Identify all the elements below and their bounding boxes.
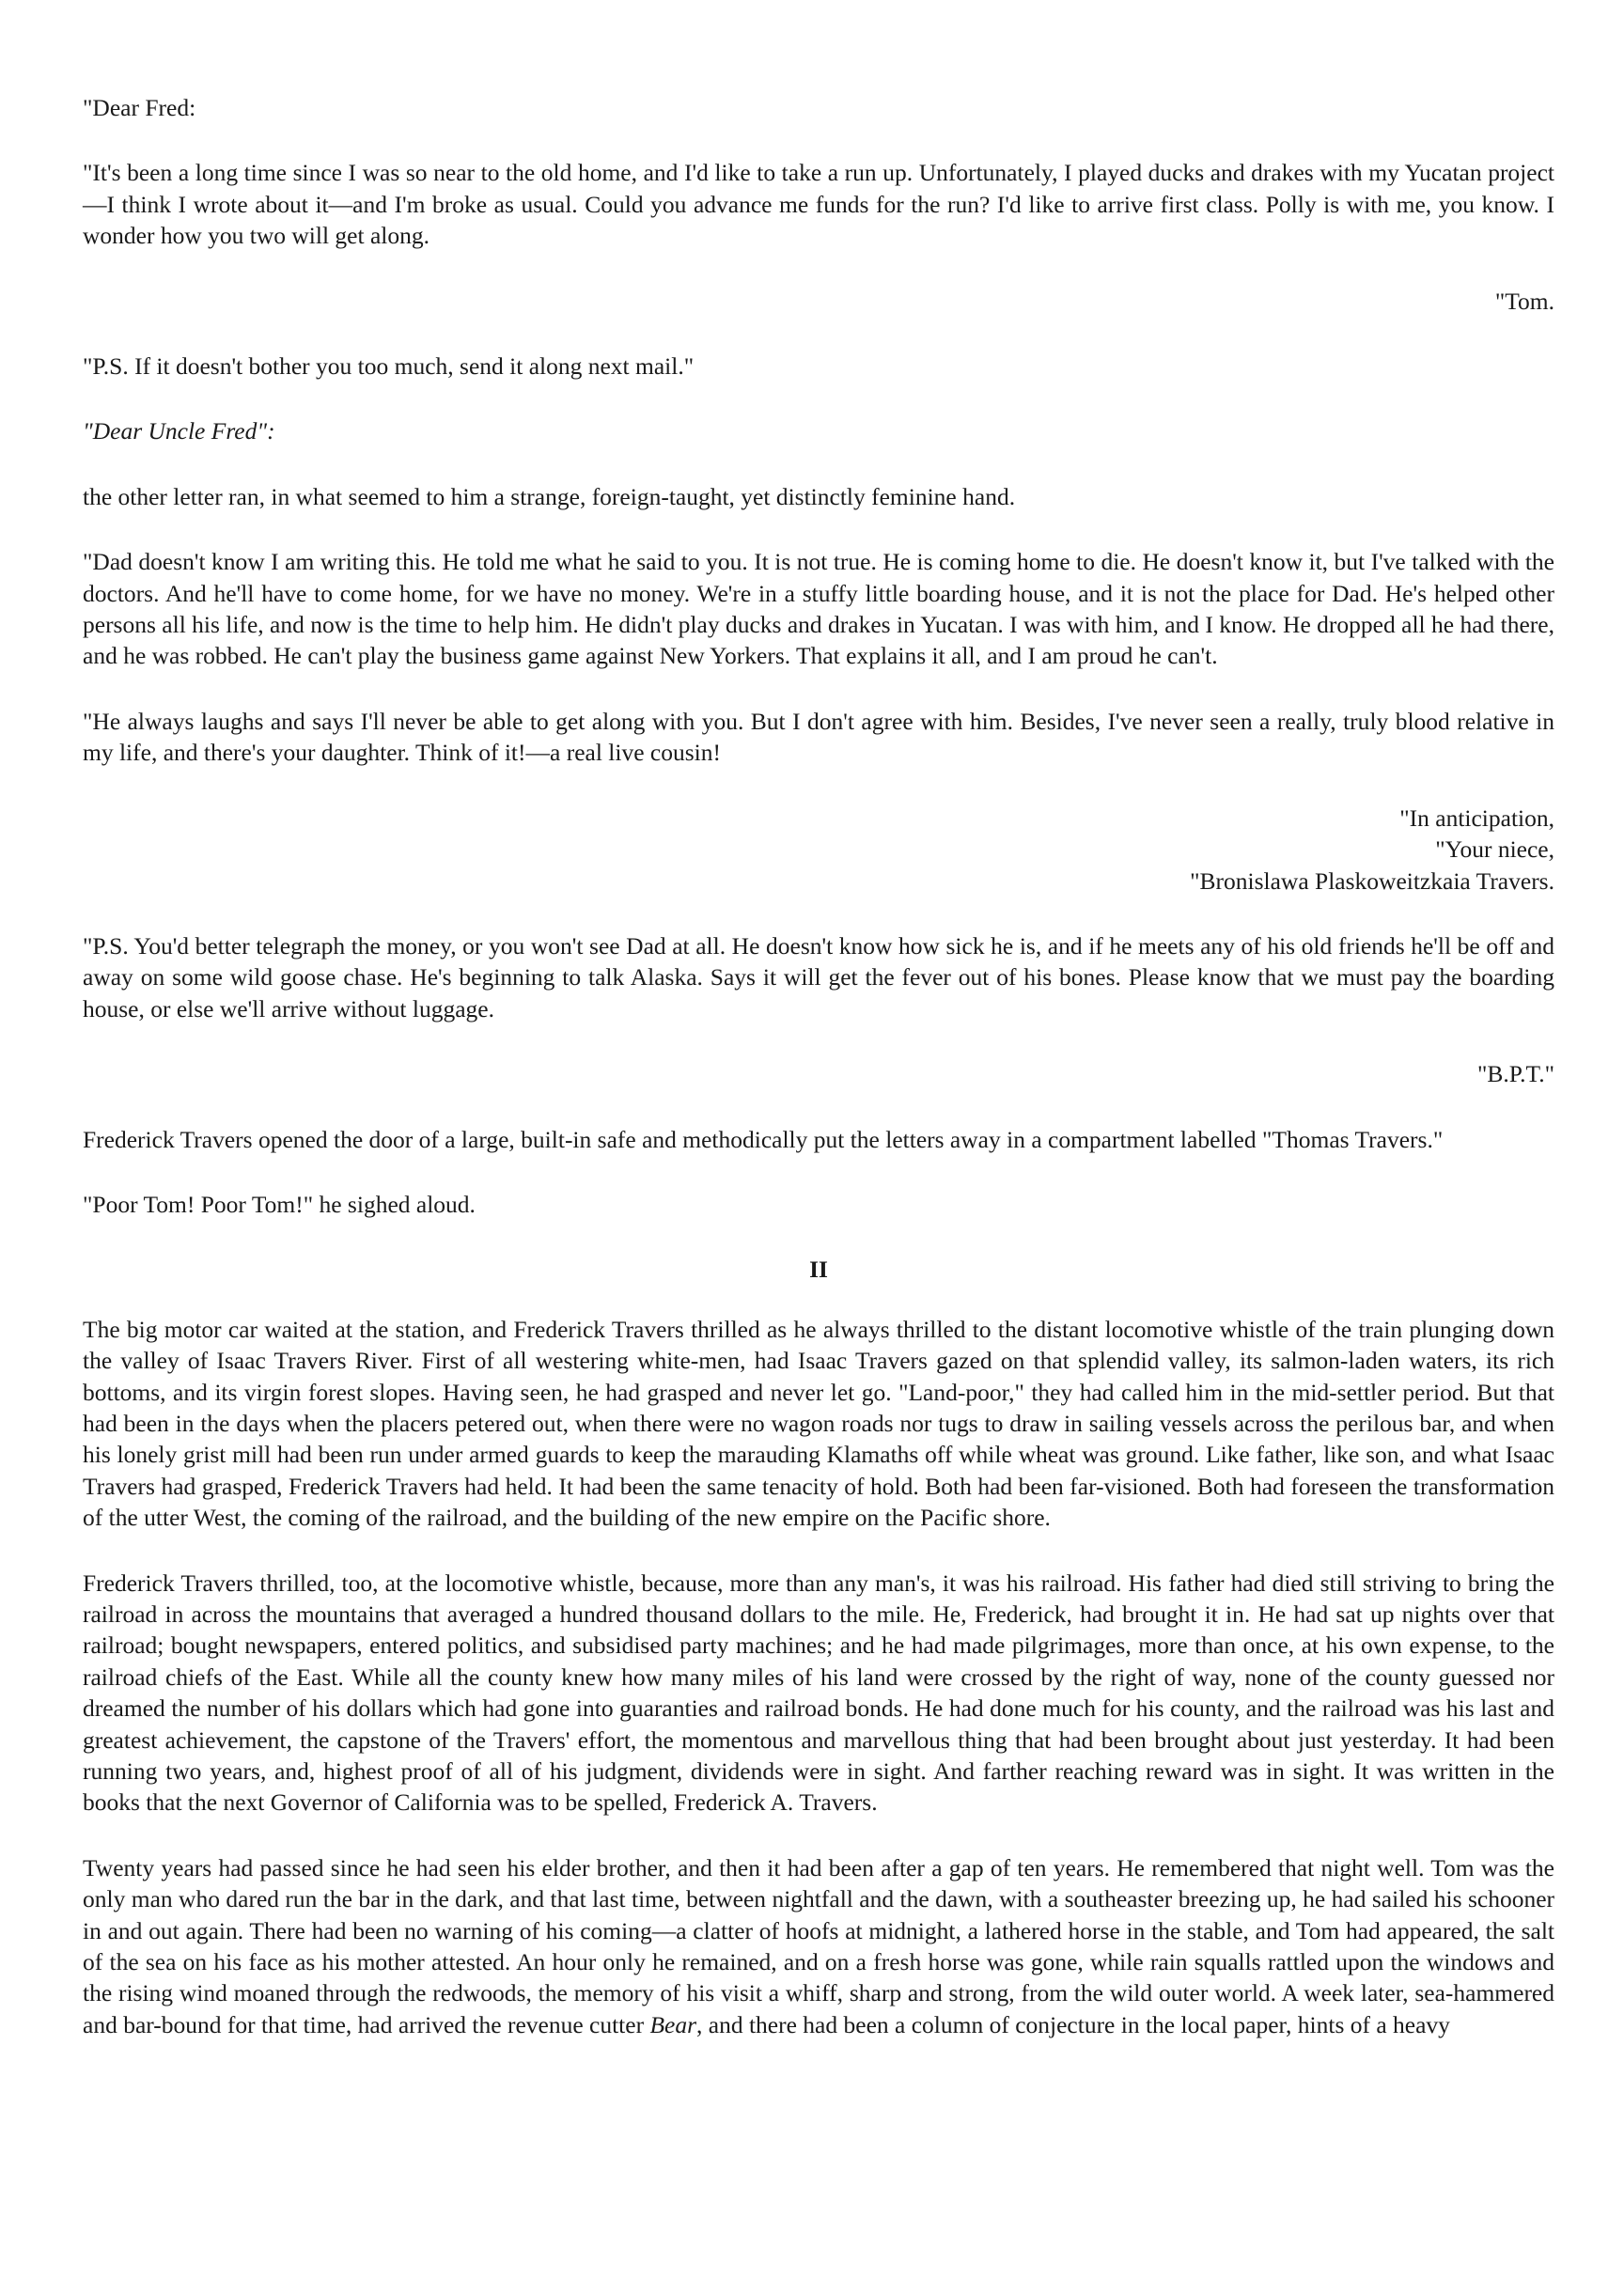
section-paragraph-3 <box>83 1852 1554 2040</box>
document-page <box>83 92 1554 2040</box>
closing-line-2: "Your niece, <box>1435 835 1554 864</box>
niece-letter-salutation: "Dear Uncle Fred": <box>83 417 275 445</box>
niece-letter-closing <box>83 803 1554 897</box>
niece-letter-postscript: "P.S. You'd better telegraph the money, or you won't see Dad at all. He doesn't know how sick he is, and if he meets any of his old friends he'll be off and away on some wild goose chase. He's beginning to talk Alaska. Says it will get the fever out of his bones. Please know that we must pay the boarding house, or else we'll arrive without luggage. <box>83 931 1554 1023</box>
ship-name: Bear <box>649 2010 697 2038</box>
closing-line-3: "Bronislawa Plaskoweitzkaia Travers. <box>1190 866 1554 895</box>
tom-letter-salutation: "Dear Fred: <box>83 94 196 121</box>
sigh-paragraph: "Poor Tom! Poor Tom!" he sighed aloud. <box>83 1190 476 1218</box>
safe-paragraph: Frederick Travers opened the door of a large, built-in safe and methodically put the letters away in a compartment labelled "Thomas Travers." <box>83 1125 1444 1153</box>
section-heading: II <box>809 1256 828 1284</box>
tom-letter-body: "It's been a long time since I was so near to the old home, and I'd like to take a run up. Unfortunately, I played ducks and drakes with my Yucatan project—I think I wrote about it—and I'm broke as usual. Could you advance me funds for the run? I'd like to arrive first class. Polly is with me, you know. I wonder how you two will get along. <box>83 159 1554 250</box>
closing-line-1: "In anticipation, <box>1399 804 1554 832</box>
paragraph-3-text-before: Twenty years had passed since he had seen his elder brother, and then it had been after a gap of ten years. He remembered that night well. Tom was the only man who dared run the bar in the dark, and that last time, between nightfall and the dawn, with a southeaster breezing up, he had sailed his schooner in and out again. There had been no warning of his coming—a clatter of hoofs at midnight, a lathered horse in the stable, and Tom had appeared, the salt of the sea on his face as his mother attested. An hour only he remained, and on a fresh horse was gone, while rain squalls rattled upon the windows and the rising wind moaned through the redwoods, the memory of his visit a whiff, sharp and strong, from the wild outer world. A week later, sea-hammered and bar-bound for that time, had arrived the revenue cutter <box>83 1853 1554 2038</box>
tom-letter-postscript: "P.S. If it doesn't bother you too much, send it along next mail." <box>83 352 695 381</box>
niece-letter-intro: the other letter ran, in what seemed to him a strange, foreign-taught, yet distinctly feminine hand. <box>83 482 1016 510</box>
niece-letter-body-2: "He always laughs and says I'll never be able to get along with you. But I don't agree with him. Besides, I've never seen a really, truly blood relative in my life, and there's your daughter. Think of it!—a real live cousin! <box>83 707 1554 767</box>
tom-letter-signature: "Tom. <box>1494 287 1554 315</box>
section-paragraph-1: The big motor car waited at the station, and Frederick Travers thrilled as he always thrilled to the distant locomotive whistle of the train plunging down the valley of Isaac Travers River. First of all westering white-men, had Isaac Travers gazed on that splendid valley, its salmon-laden waters, its rich bottoms, and its virgin forest slopes. Having seen, he had grasped and never let go. "Land-poor," they had called him in the mid-settler period. But that had been in the days when the placers petered out, when there were no wagon roads nor tugs to draw in sailing vessels across the perilous bar, and when his lonely grist mill had been run under armed guards to keep the marauding Klamaths off while wheat was ground. Like father, like son, and what Isaac Travers had grasped, Frederick Travers had held. It had been the same tenacity of hold. Both had been far-visioned. Both had foreseen the transformation of the utter West, the coming of the railroad, and the building of the new empire on the Pacific shore. <box>83 1315 1554 1532</box>
section-paragraph-2: Frederick Travers thrilled, too, at the locomotive whistle, because, more than any man's, it was his railroad. His father had died still striving to bring the railroad in across the mountains that averaged a hundred thousand dollars to the mile. He, Frederick, had brought it in. He had sat up nights over that railroad; bought newspapers, entered politics, and subsidised party machines; and he had made pilgrimages, more than once, at his own expense, to the railroad chiefs of the East. While all the county knew how many miles of his land were crossed by the right of way, none of the county guessed nor dreamed the number of his dollars which had gone into guaranties and railroad bonds. He had done much for his county, and the railroad was his last and greatest achievement, the capstone of the Travers' effort, the momentous and marvellous thing that had been brought about just yesterday. It had been running two years, and, highest proof of all of his judgment, dividends were in sight. And farther reaching reward was in sight. It was written in the books that the next Governor of California was to be spelled, Frederick A. Travers. <box>83 1569 1554 1817</box>
paragraph-3-text-after: , and there had been a column of conjecture in the local paper, hints of a heavy <box>696 2010 1450 2038</box>
niece-letter-initials: "B.P.T." <box>1477 1060 1554 1088</box>
niece-letter-body-1: "Dad doesn't know I am writing this. He told me what he said to you. It is not true. He is coming home to die. He doesn't know it, but I've talked with the doctors. And he'll have to come home, for we have no money. We're in a stuffy little boarding house, and it is not the place for Dad. He's helped other persons all his life, and now is the time to help him. He didn't play ducks and drakes in Yucatan. I was with him, and I know. He dropped all he had there, and he was robbed. He can't play the business game against New Yorkers. That explains it all, and I am proud he can't. <box>83 548 1554 670</box>
